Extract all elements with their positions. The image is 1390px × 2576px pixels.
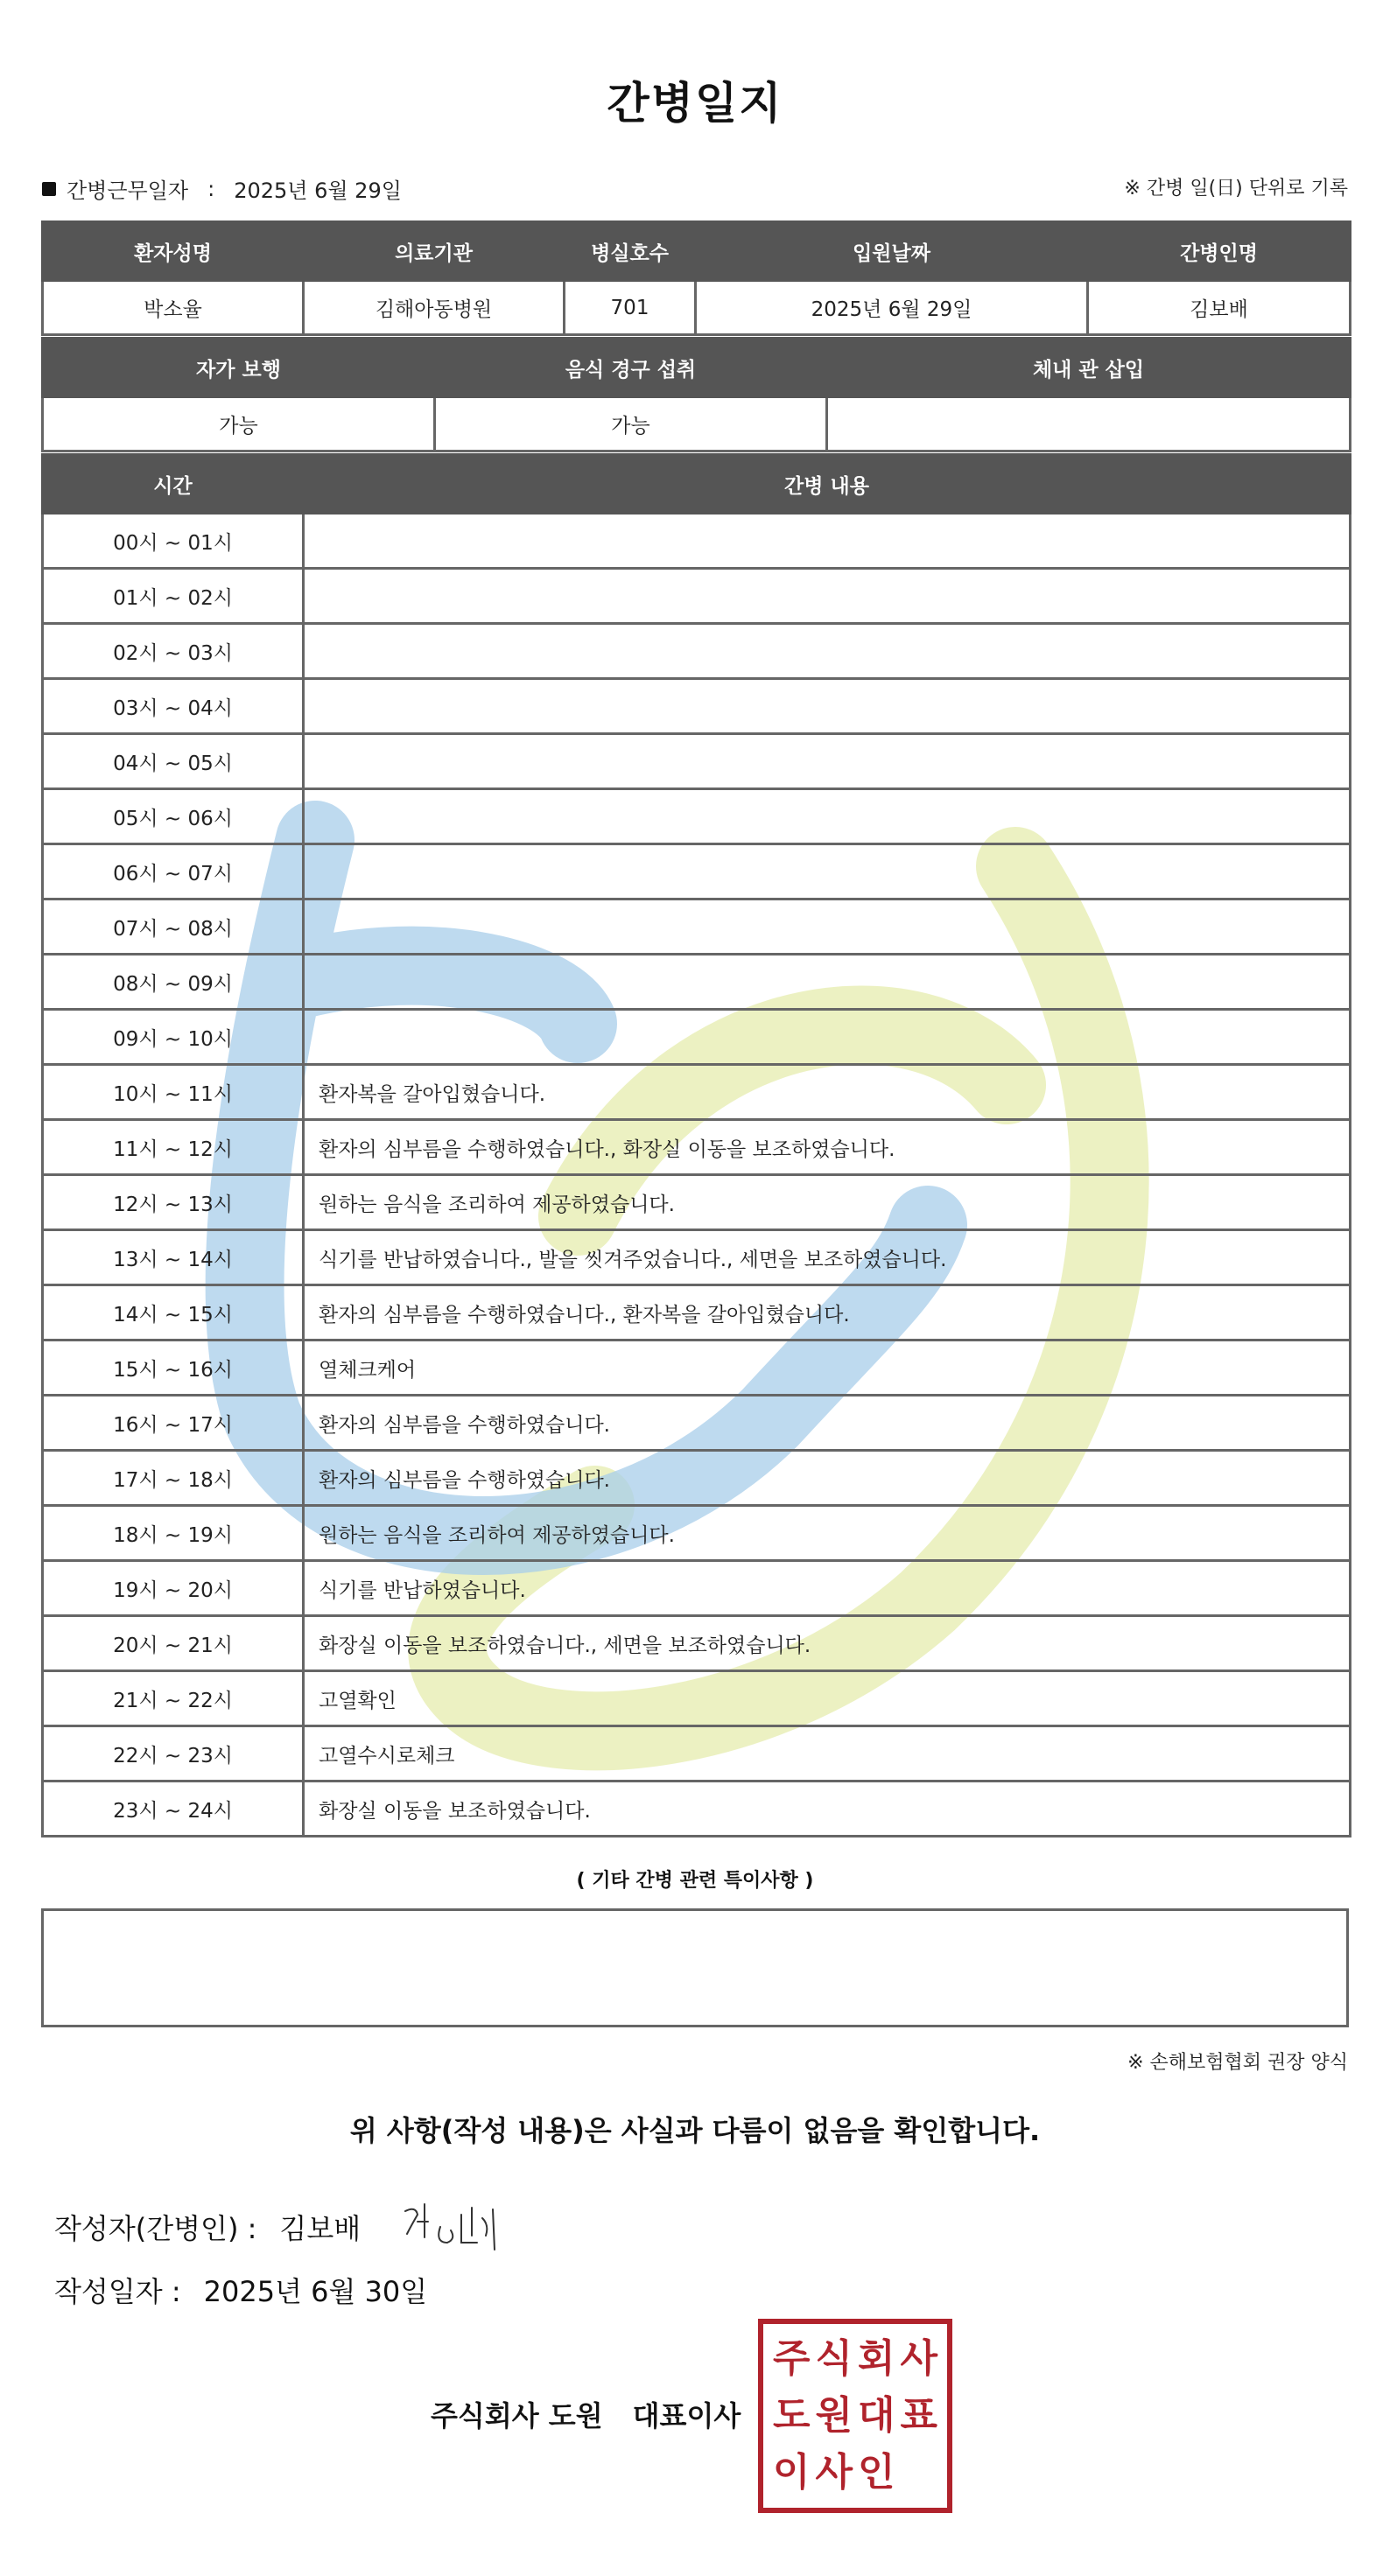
self-walking-value: 가능 xyxy=(43,397,435,452)
care-content: 환자의 심부름을 수행하였습니다., 화장실 이동을 보조하였습니다. xyxy=(304,1120,1351,1175)
table-row xyxy=(43,1782,1351,1837)
time-slot: 15시 ~ 16시 xyxy=(43,1340,304,1396)
room-number: 701 xyxy=(565,281,696,335)
log-rows xyxy=(43,514,1351,1837)
table-row xyxy=(43,1671,1351,1726)
writer-row xyxy=(54,2207,361,2247)
care-content xyxy=(304,569,1351,624)
time-slot: 18시 ~ 19시 xyxy=(43,1506,304,1561)
time-slot: 02시 ~ 03시 xyxy=(43,624,304,679)
table-row xyxy=(43,844,1351,900)
care-content xyxy=(304,734,1351,789)
care-content xyxy=(304,679,1351,734)
admission-date: 2025년 6월 29일 xyxy=(696,281,1088,335)
oral-intake-value: 가능 xyxy=(435,397,827,452)
seal-character: 식 xyxy=(815,2336,853,2382)
time-slot: 01시 ~ 02시 xyxy=(43,569,304,624)
tube-insertion-value xyxy=(827,397,1351,452)
time-slot: 10시 ~ 11시 xyxy=(43,1065,304,1120)
header-caregiver-name: 간병인명 xyxy=(1088,222,1351,281)
time-slot: 22시 ~ 23시 xyxy=(43,1726,304,1782)
care-content xyxy=(304,955,1351,1010)
table-row xyxy=(43,569,1351,624)
writer-name: 김보배 xyxy=(279,2212,362,2245)
care-content: 고열수시로체크 xyxy=(304,1726,1351,1782)
table-row xyxy=(43,1396,1351,1451)
header-room: 병실호수 xyxy=(565,222,696,281)
time-slot: 23시 ~ 24시 xyxy=(43,1782,304,1837)
seal-character: 원 xyxy=(815,2392,853,2438)
seal-character: 주 xyxy=(772,2336,811,2382)
patient-name: 박소율 xyxy=(43,281,304,335)
table-row xyxy=(43,1340,1351,1396)
seal-character: 표 xyxy=(900,2392,937,2438)
time-slot: 08시 ~ 09시 xyxy=(43,955,304,1010)
table-row xyxy=(43,624,1351,679)
header-admission-date: 입원날짜 xyxy=(696,222,1088,281)
header-self-walking: 자가 보행 xyxy=(43,339,435,397)
table-row xyxy=(43,1506,1351,1561)
time-slot: 09시 ~ 10시 xyxy=(43,1010,304,1065)
table-row xyxy=(43,1120,1351,1175)
care-content: 환자복을 갈아입혔습니다. xyxy=(304,1065,1351,1120)
care-content xyxy=(304,624,1351,679)
table-row xyxy=(43,1285,1351,1340)
care-content: 원하는 음식을 조리하여 제공하였습니다. xyxy=(304,1506,1351,1561)
writer-label: 작성자(간병인) : xyxy=(54,2212,257,2245)
care-content xyxy=(304,844,1351,900)
table-row xyxy=(43,900,1351,955)
seal-characters xyxy=(770,2331,940,2501)
time-slot: 04시 ~ 05시 xyxy=(43,734,304,789)
company-row xyxy=(431,2394,741,2434)
header-tube-insertion: 체내 관 삽입 xyxy=(827,339,1351,397)
table-row xyxy=(43,679,1351,734)
care-content: 환자의 심부름을 수행하였습니다., 환자복을 갈아입혔습니다. xyxy=(304,1285,1351,1340)
time-slot: 19시 ~ 20시 xyxy=(43,1561,304,1616)
care-content: 환자의 심부름을 수행하였습니다. xyxy=(304,1451,1351,1506)
time-slot: 21시 ~ 22시 xyxy=(43,1671,304,1726)
hospital-name: 김해아동병원 xyxy=(304,281,565,335)
time-slot: 03시 ~ 04시 xyxy=(43,679,304,734)
table-row xyxy=(43,1230,1351,1285)
care-content xyxy=(304,900,1351,955)
written-date: 2025년 6월 30일 xyxy=(203,2275,428,2308)
special-notes-title: ( 기타 간병 관련 특이사항 ) xyxy=(576,1870,814,1892)
table-row xyxy=(43,514,1351,569)
seal-character: 회 xyxy=(857,2336,895,2382)
company-name: 주식회사 도원 xyxy=(431,2399,603,2432)
record-unit-note: ※ 간병 일(日) 단위로 기록 xyxy=(1124,178,1348,200)
seal-character: 사 xyxy=(815,2449,853,2495)
care-content: 열체크케어 xyxy=(304,1340,1351,1396)
time-slot: 16시 ~ 17시 xyxy=(43,1396,304,1451)
time-slot: 00시 ~ 01시 xyxy=(43,514,304,569)
table-row xyxy=(43,1175,1351,1230)
time-slot: 05시 ~ 06시 xyxy=(43,789,304,844)
time-slot: 12시 ~ 13시 xyxy=(43,1175,304,1230)
page-title: 간병일지 xyxy=(607,78,783,129)
form-source-note: ※ 손해보험협회 권장 양식 xyxy=(1127,2052,1348,2074)
written-date-label: 작성일자 : xyxy=(54,2275,181,2308)
time-slot: 13시 ~ 14시 xyxy=(43,1230,304,1285)
time-slot: 11시 ~ 12시 xyxy=(43,1120,304,1175)
special-notes-box xyxy=(41,1908,1349,2027)
care-content: 화장실 이동을 보조하였습니다. xyxy=(304,1782,1351,1837)
table-row xyxy=(43,1451,1351,1506)
header-hospital: 의료기관 xyxy=(304,222,565,281)
time-slot: 14시 ~ 15시 xyxy=(43,1285,304,1340)
seal-character: 대 xyxy=(857,2392,895,2438)
header-time: 시간 xyxy=(43,455,304,514)
header-care-content: 간병 내용 xyxy=(304,455,1351,514)
care-content: 환자의 심부름을 수행하였습니다. xyxy=(304,1396,1351,1451)
time-slot: 07시 ~ 08시 xyxy=(43,900,304,955)
duty-separator: : xyxy=(207,176,215,201)
table-row xyxy=(43,734,1351,789)
handwritten-signature xyxy=(398,2192,521,2262)
patient-info-table xyxy=(41,220,1351,336)
table-row xyxy=(43,1065,1351,1120)
table-row xyxy=(43,955,1351,1010)
caregiver-name: 김보배 xyxy=(1088,281,1351,335)
table-row xyxy=(43,1616,1351,1671)
header-oral-intake: 음식 경구 섭취 xyxy=(435,339,827,397)
care-content: 식기를 반납하였습니다. xyxy=(304,1561,1351,1616)
company-seal-stamp xyxy=(758,2319,952,2513)
seal-character: 인 xyxy=(857,2449,895,2495)
time-slot: 17시 ~ 18시 xyxy=(43,1451,304,1506)
care-content: 화장실 이동을 보조하였습니다., 세면을 보조하였습니다. xyxy=(304,1616,1351,1671)
table-row xyxy=(43,1561,1351,1616)
care-content: 원하는 음식을 조리하여 제공하였습니다. xyxy=(304,1175,1351,1230)
seal-character: 사 xyxy=(900,2336,937,2382)
time-slot: 20시 ~ 21시 xyxy=(43,1616,304,1671)
seal-character: 도 xyxy=(772,2392,811,2438)
written-date-row xyxy=(54,2270,427,2310)
care-content: 고열확인 xyxy=(304,1671,1351,1726)
duty-date: 2025년 6월 29일 xyxy=(234,178,402,203)
representative-title: 대표이사 xyxy=(632,2399,741,2432)
care-content xyxy=(304,789,1351,844)
care-status-table xyxy=(41,337,1351,452)
duty-label: 간병근무일자 xyxy=(67,178,189,203)
care-content xyxy=(304,514,1351,569)
hourly-care-log-table xyxy=(41,453,1351,1838)
care-content xyxy=(304,1010,1351,1065)
square-bullet-icon xyxy=(42,182,56,196)
table-row xyxy=(43,1726,1351,1782)
seal-character: 이 xyxy=(772,2449,811,2495)
care-content: 식기를 반납하였습니다., 발을 씻겨주었습니다., 세면을 보조하였습니다. xyxy=(304,1230,1351,1285)
duty-info-row xyxy=(42,173,1348,208)
time-slot: 06시 ~ 07시 xyxy=(43,844,304,900)
table-row xyxy=(43,789,1351,844)
table-row xyxy=(43,1010,1351,1065)
header-patient-name: 환자성명 xyxy=(43,222,304,281)
confirmation-statement: 위 사항(작성 내용)은 사실과 다름이 없음을 확인합니다. xyxy=(349,2114,1041,2147)
